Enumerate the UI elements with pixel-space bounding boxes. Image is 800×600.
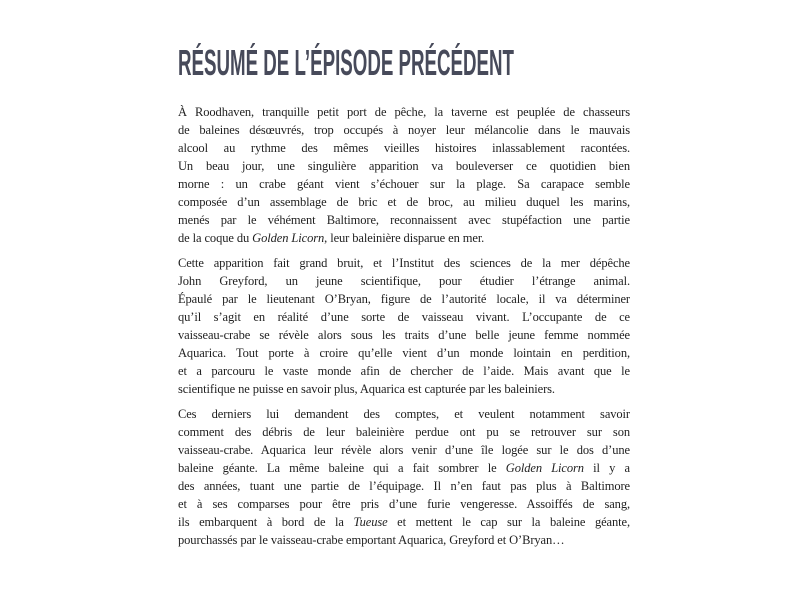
text-segment: alcool au rythme des mêmes vieilles histoires inlassablement racontées. — [178, 141, 630, 155]
italic-text-segment: Tueuse — [353, 515, 388, 529]
text-line — [178, 344, 630, 362]
text-segment: menés par le véhément Baltimore, reconnaissent avec stupéfaction une partie — [178, 213, 630, 227]
text-line — [178, 441, 630, 459]
text-segment: il y a — [583, 461, 630, 475]
text-segment: Cette apparition fait grand bruit, et l’Institut des sciences de la mer dépêche — [178, 256, 630, 270]
text-segment: de la coque du — [178, 231, 253, 245]
text-segment: vaisseau-crabe. Aquarica leur révèle alors venir d’une île logée sur le dos d’une — [178, 443, 630, 457]
italic-text-segment: Golden Licorn — [505, 461, 584, 475]
text-line — [178, 121, 630, 139]
text-segment: Ces derniers lui demandent des comptes, et veulent notamment savoir — [178, 407, 630, 421]
text-line — [178, 423, 630, 441]
text-segment: Un beau jour, une singulière apparition va bouleverser ce quotidien bien — [178, 159, 630, 173]
text-line — [178, 229, 630, 247]
text-line — [178, 157, 630, 175]
text-segment: baleine géante. La même baleine qui a fait sombrer le — [178, 461, 506, 475]
text-segment: À Roodhaven, tranquille petit port de pêche, la taverne est peuplée de chasseurs — [178, 105, 630, 119]
text-line — [178, 254, 630, 272]
synopsis-paragraph — [178, 405, 630, 549]
text-segment: John Greyford, un jeune scientifique, pour étudier l’étrange animal. — [178, 274, 630, 288]
text-segment: Épaulé par le lieutenant O’Bryan, figure de l’autorité locale, il va déterminer — [178, 292, 630, 306]
page-content — [178, 42, 630, 549]
text-line — [178, 459, 630, 477]
text-line — [178, 380, 630, 398]
text-segment: vaisseau-crabe se révèle alors sous les traits d’une belle jeune femme nommée — [178, 328, 630, 342]
text-line — [178, 193, 630, 211]
text-segment: et à ses comparses pour être pris d’une furie vengeresse. Assoiffés de sang, — [178, 497, 630, 511]
synopsis-paragraph — [178, 103, 630, 247]
text-segment: et a parcouru le vaste monde afin de chercher de l’aide. Mais avant que le — [178, 364, 630, 378]
text-segment: morne : un crabe géant vient s’échouer sur la plage. Sa carapace semble — [178, 177, 630, 191]
page-title: RÉSUMÉ DE L’ÉPISODE PRÉCÉDENT — [178, 42, 514, 83]
text-segment: comment des débris de leur baleinière perdue ont pu se retrouver sur son — [178, 425, 630, 439]
synopsis-paragraph — [178, 254, 630, 398]
text-segment: des années, tuant une partie de l’équipage. Il n’en faut pas plus à Baltimore — [178, 479, 630, 493]
text-segment: et mettent le cap sur la baleine géante, — [387, 515, 630, 529]
text-segment: de baleines désœuvrés, trop occupés à noyer leur mélancolie dans le mauvais — [178, 123, 630, 137]
text-segment: scientifique ne puisse en savoir plus, Aquarica est capturée par les baleiniers. — [178, 382, 555, 396]
italic-text-segment: Golden Licorn — [252, 231, 325, 245]
text-segment: composée d’un assemblage de bric et de broc, au milieu duquel les marins, — [178, 195, 630, 209]
text-line — [178, 290, 630, 308]
text-segment: pourchassés par le vaisseau-crabe emportant Aquarica, Greyford et O’Bryan… — [178, 533, 565, 547]
text-line — [178, 211, 630, 229]
text-line — [178, 405, 630, 423]
text-line — [178, 103, 630, 121]
text-line — [178, 513, 630, 531]
text-segment: ils embarquent à bord de la — [178, 515, 354, 529]
text-segment: , leur baleinière disparue en mer. — [324, 231, 485, 245]
text-segment: Aquarica. Tout porte à croire qu’elle vient d’un monde lointain en perdition, — [178, 346, 630, 360]
text-line — [178, 272, 630, 290]
synopsis-text — [178, 103, 630, 549]
text-line — [178, 326, 630, 344]
text-line — [178, 531, 630, 549]
text-line — [178, 308, 630, 326]
text-line — [178, 477, 630, 495]
text-line — [178, 362, 630, 380]
text-segment: qu’il s’agit en réalité d’une sorte de vaisseau vivant. L’occupante de ce — [178, 310, 630, 324]
text-line — [178, 495, 630, 513]
text-line — [178, 139, 630, 157]
text-line — [178, 175, 630, 193]
